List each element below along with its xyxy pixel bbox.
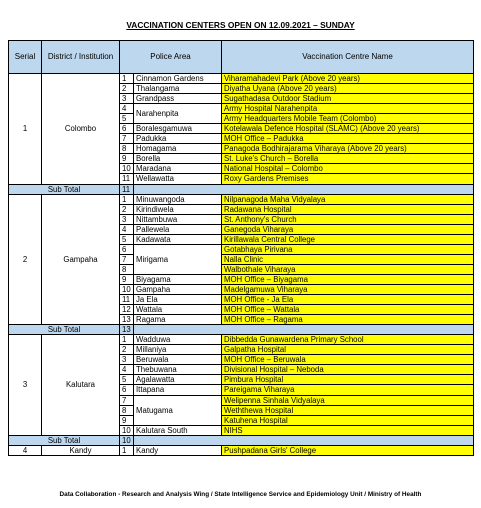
police-area-cell: Kandy	[134, 445, 222, 455]
row-number-cell: 10	[120, 164, 134, 174]
police-area-cell: Cinnamon Gardens	[134, 74, 222, 84]
row-number-cell: 1	[120, 335, 134, 345]
header-police-area: Police Area	[120, 41, 222, 74]
serial-cell: 4	[9, 445, 42, 455]
centre-name-cell: Dibbedda Gunawardena Primary School	[222, 335, 474, 345]
police-area-cell: Ittapana	[134, 385, 222, 395]
serial-cell: 1	[9, 74, 42, 185]
centre-name-cell: NIHS	[222, 425, 474, 435]
centre-name-cell: Radawana Hospital	[222, 204, 474, 214]
centre-name-cell: Kirillawala Central College	[222, 234, 474, 244]
centre-name-cell: MOH Office – Padukka	[222, 134, 474, 144]
row-number-cell: 8	[120, 264, 134, 274]
police-area-cell: Kalutara South	[134, 425, 222, 435]
police-area-cell: Thalangama	[134, 84, 222, 94]
centre-name-cell: Sugathadasa Outdoor Stadium	[222, 94, 474, 104]
police-area-cell: Ragama	[134, 315, 222, 325]
police-area-cell: Gampaha	[134, 284, 222, 294]
subtotal-filler	[134, 435, 474, 445]
subtotal-label: Sub Total	[9, 325, 120, 335]
row-number-cell: 4	[120, 365, 134, 375]
subtotal-value: 10	[120, 435, 134, 445]
subtotal-value: 11	[120, 184, 134, 194]
centre-name-cell: Viharamahadevi Park (Above 20 years)	[222, 74, 474, 84]
police-area-cell: Grandpass	[134, 94, 222, 104]
header-centre: Vaccination Centre Name	[222, 41, 474, 74]
row-number-cell: 7	[120, 134, 134, 144]
row-number-cell: 9	[120, 415, 134, 425]
centre-name-cell: Gotabhaya Pirivana	[222, 244, 474, 254]
header-serial: Serial	[9, 41, 42, 74]
centre-name-cell: Weththewa Hospital	[222, 405, 474, 415]
police-area-cell: Beruwala	[134, 355, 222, 365]
row-number-cell: 3	[120, 94, 134, 104]
row-number-cell: 6	[120, 124, 134, 134]
row-number-cell: 6	[120, 385, 134, 395]
centre-name-cell: Pareigama Viharaya	[222, 385, 474, 395]
police-area-cell: Thebuwana	[134, 365, 222, 375]
row-number-cell: 11	[120, 295, 134, 305]
police-area-cell: Padukka	[134, 134, 222, 144]
centre-name-cell: Pushpadana Girls' College	[222, 445, 474, 455]
row-number-cell: 4	[120, 224, 134, 234]
centre-name-cell: Walbothale Viharaya	[222, 264, 474, 274]
district-cell: Colombo	[42, 74, 120, 185]
vaccination-centres-table	[8, 40, 474, 456]
row-number-cell: 7	[120, 254, 134, 264]
centre-name-cell: Katuhena Hospital	[222, 415, 474, 425]
row-number-cell: 9	[120, 274, 134, 284]
row-number-cell: 11	[120, 174, 134, 184]
row-number-cell: 9	[120, 154, 134, 164]
subtotal-value: 13	[120, 325, 134, 335]
subtotal-filler	[134, 184, 474, 194]
centre-name-cell: National Hospital – Colombo	[222, 164, 474, 174]
row-number-cell: 2	[120, 84, 134, 94]
row-number-cell: 10	[120, 425, 134, 435]
centre-name-cell: St. Anthony's Church	[222, 214, 474, 224]
centre-name-cell: MOH Office - Ja Ela	[222, 295, 474, 305]
centre-name-cell: Ganegoda Viharaya	[222, 224, 474, 234]
police-area-cell: Minuwangoda	[134, 194, 222, 204]
row-number-cell: 2	[120, 204, 134, 214]
table-header-row	[9, 41, 474, 74]
centre-name-cell: Diyatha Uyana (Above 20 years)	[222, 84, 474, 94]
centre-name-cell: Nalla Clinic	[222, 254, 474, 264]
centre-name-cell: Divisional Hospital – Neboda	[222, 365, 474, 375]
centre-name-cell: MOH Office – Biyagama	[222, 274, 474, 284]
centre-name-cell: St. Luke's Church – Borella	[222, 154, 474, 164]
row-number-cell: 4	[120, 104, 134, 114]
centre-name-cell: MOH Office – Ragama	[222, 315, 474, 325]
centre-name-cell: Panagoda Bodhirajarama Viharaya (Above 20 years)	[222, 144, 474, 154]
police-area-cell: Mirigama	[134, 244, 222, 274]
police-area-cell: Biyagama	[134, 274, 222, 284]
subtotal-label: Sub Total	[9, 435, 120, 445]
row-number-cell: 6	[120, 244, 134, 254]
table-row	[9, 445, 474, 455]
police-area-cell: Narahenpita	[134, 104, 222, 124]
subtotal-label: Sub Total	[9, 184, 120, 194]
page-title: VACCINATION CENTERS OPEN ON 12.09.2021 – SUNDAY	[126, 20, 355, 30]
police-area-cell: Kirindiwela	[134, 204, 222, 214]
centre-name-cell: Pimbura Hospital	[222, 375, 474, 385]
police-area-cell: Boralesgamuwa	[134, 124, 222, 134]
centre-name-cell: Welipenna Sinhala Vidyalaya	[222, 395, 474, 405]
subtotal-row	[9, 184, 474, 194]
row-number-cell: 13	[120, 315, 134, 325]
police-area-cell: Wattala	[134, 305, 222, 315]
table-row	[9, 74, 474, 84]
row-number-cell: 3	[120, 355, 134, 365]
row-number-cell: 2	[120, 345, 134, 355]
row-number-cell: 5	[120, 234, 134, 244]
row-number-cell: 5	[120, 114, 134, 124]
district-cell: Gampaha	[42, 194, 120, 325]
table-row	[9, 335, 474, 345]
row-number-cell: 3	[120, 214, 134, 224]
centre-name-cell: Madelgamuwa Viharaya	[222, 284, 474, 294]
police-area-cell: Homagama	[134, 144, 222, 154]
police-area-cell: Kadawata	[134, 234, 222, 244]
police-area-cell: Agalawatta	[134, 375, 222, 385]
row-number-cell: 8	[120, 405, 134, 415]
row-number-cell: 5	[120, 375, 134, 385]
subtotal-row	[9, 325, 474, 335]
centre-name-cell: Nilpanagoda Maha Vidyalaya	[222, 194, 474, 204]
centre-name-cell: MOH Office – Wattala	[222, 305, 474, 315]
serial-cell: 2	[9, 194, 42, 325]
centre-name-cell: Army Headquarters Mobile Team (Colombo)	[222, 114, 474, 124]
police-area-cell: Millaniya	[134, 345, 222, 355]
row-number-cell: 1	[120, 445, 134, 455]
police-area-cell: Wadduwa	[134, 335, 222, 345]
subtotal-row	[9, 435, 474, 445]
row-number-cell: 10	[120, 284, 134, 294]
header-district: District / Institution	[42, 41, 120, 74]
centre-name-cell: Roxy Gardens Premises	[222, 174, 474, 184]
police-area-cell: Pallewela	[134, 224, 222, 234]
row-number-cell: 1	[120, 74, 134, 84]
row-number-cell: 1	[120, 194, 134, 204]
police-area-cell: Ja Ela	[134, 295, 222, 305]
row-number-cell: 7	[120, 395, 134, 405]
police-area-cell: Matugama	[134, 395, 222, 425]
centre-name-cell: Army Hospital Narahenpita	[222, 104, 474, 114]
centre-name-cell: Kotelawala Defence Hospital (SLAMC) (Above 20 years)	[222, 124, 474, 134]
row-number-cell: 12	[120, 305, 134, 315]
table-row	[9, 194, 474, 204]
table-body	[9, 74, 474, 456]
police-area-cell: Wellawatta	[134, 174, 222, 184]
police-area-cell: Nittambuwa	[134, 214, 222, 224]
district-cell: Kandy	[42, 445, 120, 455]
footer-credit: Data Collaboration - Research and Analysis Wing / State Intelligence Service and Epidemiology Unit / Ministry of Health	[59, 491, 422, 498]
centre-name-cell: Galpatha Hospital	[222, 345, 474, 355]
centre-name-cell: MOH Office – Beruwala	[222, 355, 474, 365]
serial-cell: 3	[9, 335, 42, 435]
police-area-cell: Borella	[134, 154, 222, 164]
subtotal-filler	[134, 325, 474, 335]
row-number-cell: 8	[120, 144, 134, 154]
police-area-cell: Maradana	[134, 164, 222, 174]
district-cell: Kalutara	[42, 335, 120, 435]
